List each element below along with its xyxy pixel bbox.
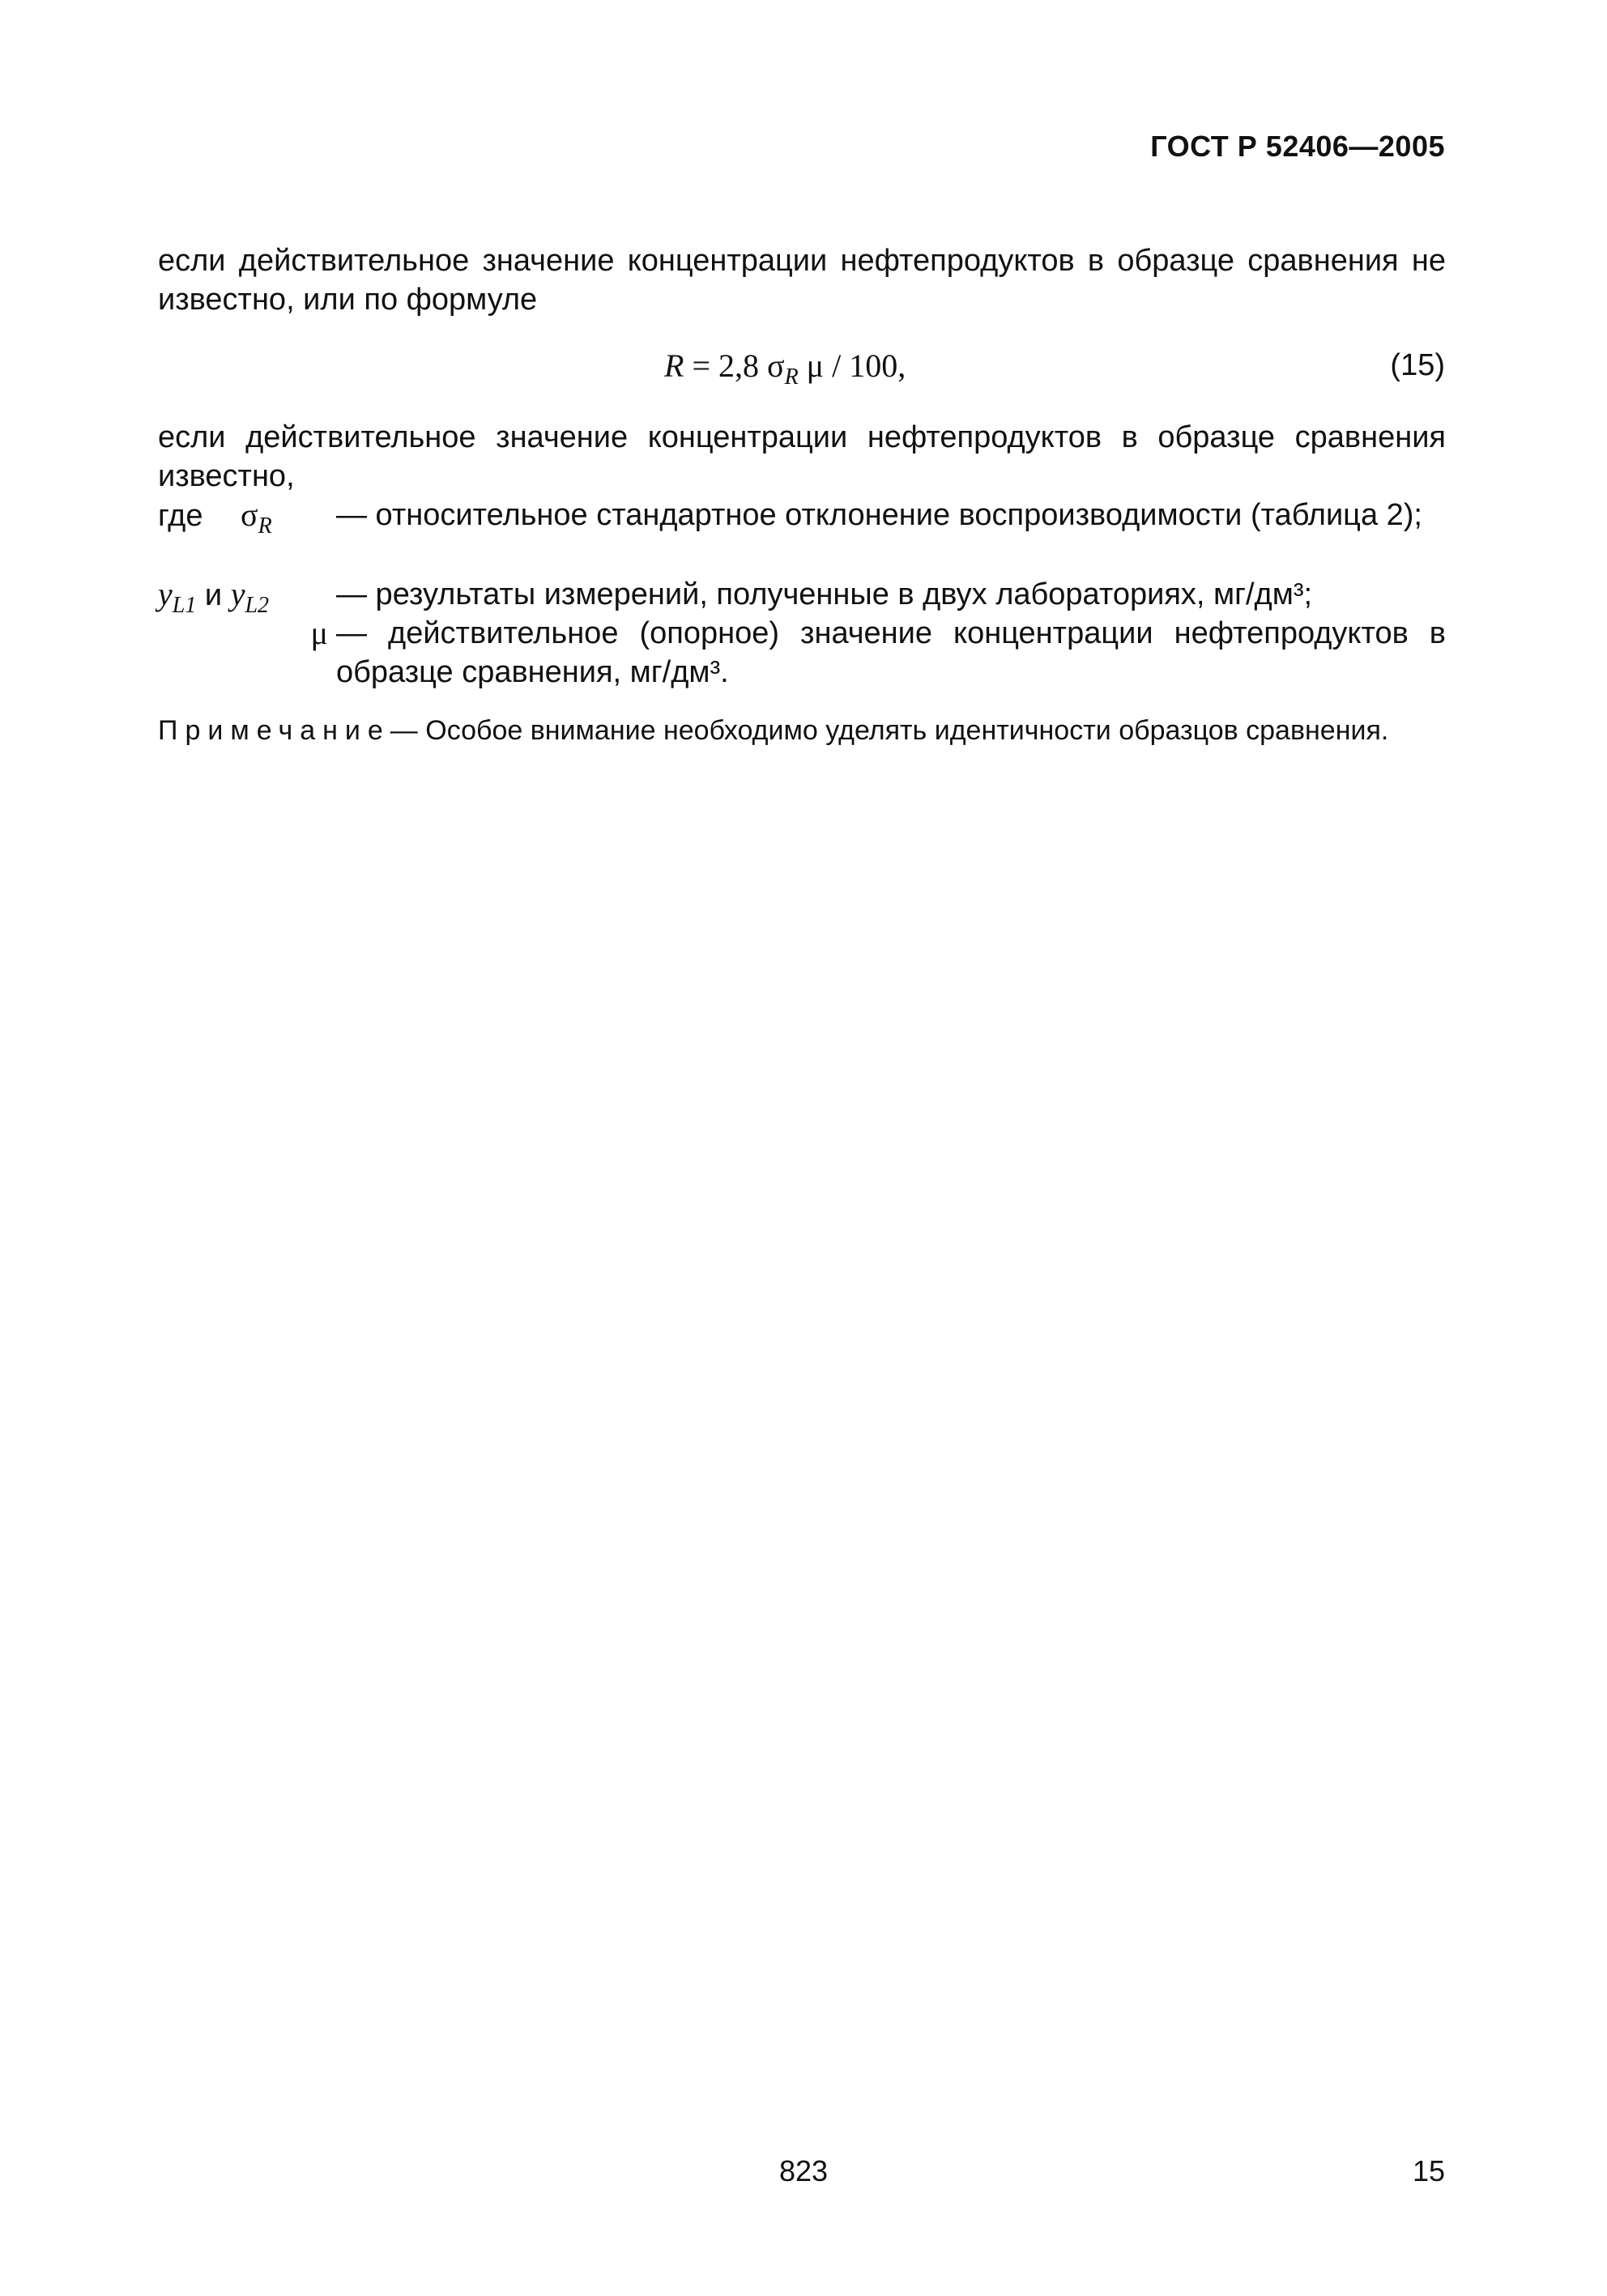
sigma-subscript: R xyxy=(258,513,272,539)
note-text: — Особое внимание необходимо уделять идентичности образцов сравнения. xyxy=(390,715,1389,746)
formula-lhs: R xyxy=(664,347,684,384)
mu-symbol: μ xyxy=(310,615,328,651)
standard-header: ГОСТ Р 52406—2005 xyxy=(1150,130,1445,163)
sigma-symbol xyxy=(241,496,272,539)
formula-15 xyxy=(664,347,906,390)
y2-symbol xyxy=(230,576,270,618)
definition-mu-text: — действительное (опорное) значение концентрации нефтепродуктов в образце сравнения, мг/дм³. xyxy=(336,616,1446,689)
y2-subscript: L2 xyxy=(245,593,270,618)
sigma-char: σ xyxy=(241,496,258,533)
definition-mu xyxy=(158,614,1446,692)
y1-subscript: L1 xyxy=(172,593,197,618)
definition-y xyxy=(158,575,1446,618)
note xyxy=(158,713,1446,748)
definition-lead-sigma xyxy=(158,496,328,546)
and-word: и xyxy=(204,578,223,612)
paragraph-2: если действительное значение концентрации нефтепродуктов в образце сравнения известно, xyxy=(158,420,1446,493)
formula-eq: = 2,8 xyxy=(692,347,759,384)
paragraph-1: если действительное значение концентрации нефтепродуктов в образце сравнения не известно, или по формуле xyxy=(158,244,1446,317)
y2-char: y xyxy=(230,576,245,612)
formula-tail: / 100, xyxy=(832,347,906,384)
y1-symbol xyxy=(158,576,197,618)
definition-sigma xyxy=(158,496,1446,573)
definition-y-text: — результаты измерений, полученные в двух лабораториях, мг/дм³; xyxy=(336,577,1313,611)
y1-char: y xyxy=(158,576,173,612)
formula-sigma-sub: R xyxy=(784,364,799,390)
formula-sigma: σ xyxy=(767,347,785,384)
definition-lead-mu xyxy=(158,614,328,654)
where-word: где xyxy=(158,499,203,533)
page-number-right: 15 xyxy=(1412,2154,1445,2187)
note-label: Примечание xyxy=(158,715,390,746)
page-number-center: 823 xyxy=(779,2154,829,2187)
formula-number: (15) xyxy=(1390,348,1445,382)
formula-mu: μ xyxy=(806,347,825,384)
definition-sigma-text: — относительное стандартное отклонение воспроизводимости (таблица 2); xyxy=(336,498,1422,532)
